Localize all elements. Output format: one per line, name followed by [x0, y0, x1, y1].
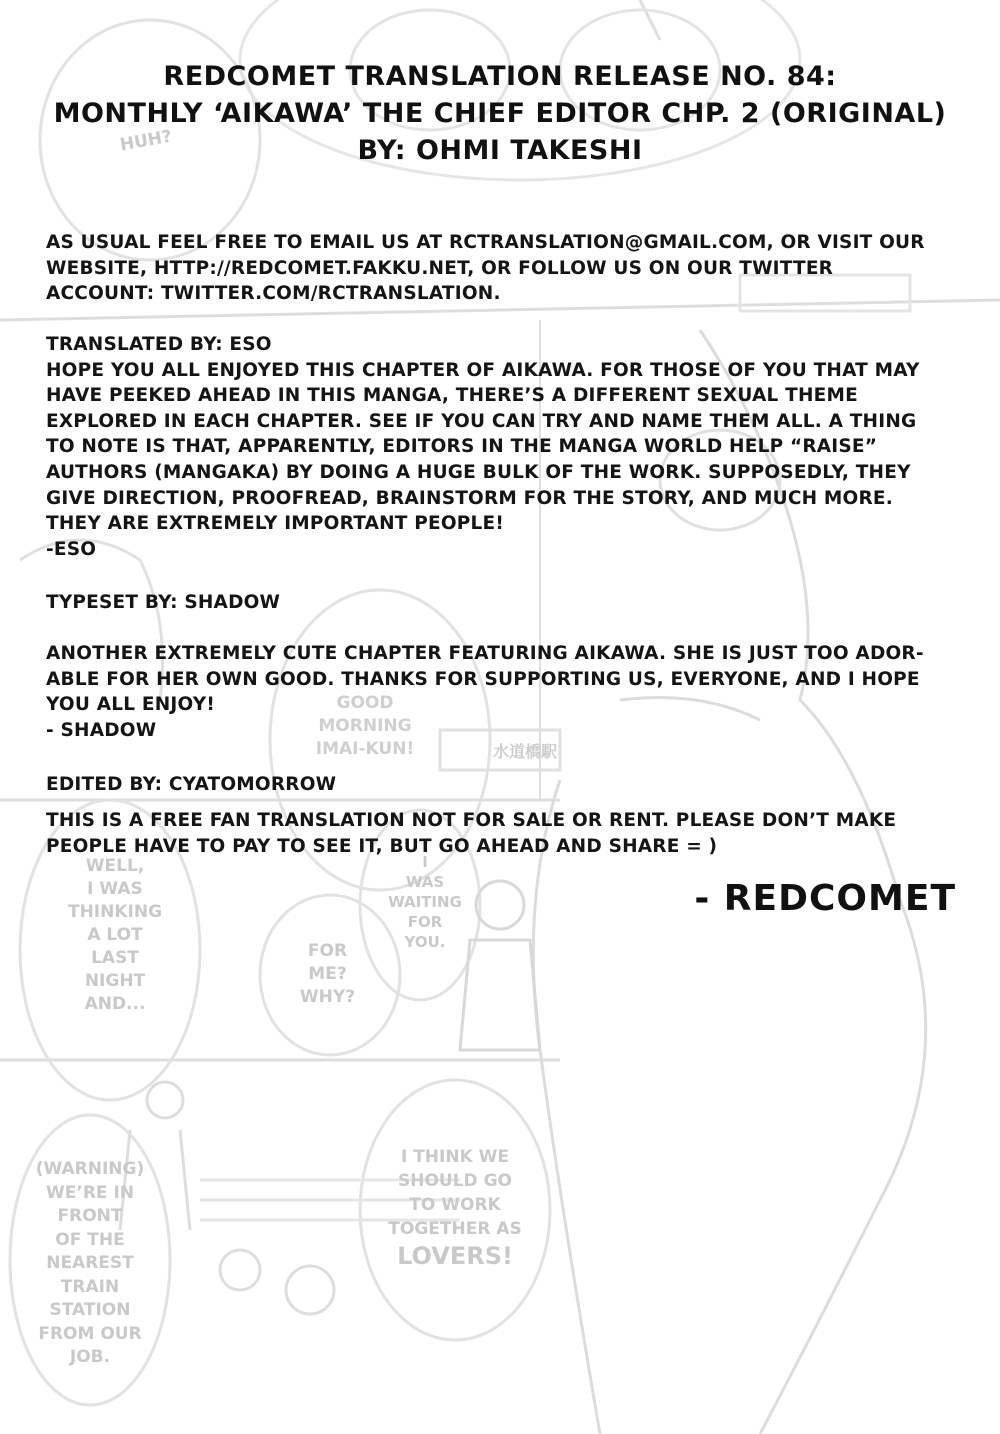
bubble-line: WE’RE IN — [46, 1182, 134, 1203]
typesetter-line: YOU ALL ENJOY! — [46, 694, 215, 716]
translator-line: AUTHORS (MANGAKA) BY DOING A HUGE BULK OF THE WORK. SUPPOSEDLY, THEY — [46, 461, 911, 483]
release-title — [0, 58, 1000, 169]
intro-line: AS USUAL FEEL FREE TO EMAIL US AT RCTRANSLATION@GMAIL.COM, OR VISIT OUR — [46, 232, 925, 253]
translator-line: HAVE PEEKED AHEAD IN THIS MANGA, THERE’S A DIFFERENT SEXUAL THEME — [46, 385, 858, 407]
bubble-line: WHY? — [299, 987, 356, 1007]
bubble-line: TRAIN — [60, 1276, 120, 1297]
translator-line: GIVE DIRECTION, PROOFREAD, BRAINSTORM FOR THE STORY, AND MUCH MORE. — [46, 487, 893, 509]
bubble-line: LOVERS! — [397, 1242, 513, 1270]
bubble-line: STATION — [49, 1300, 131, 1320]
bubble-line: A LOT — [87, 925, 143, 945]
title-line-2: MONTHLY ‘AIKAWA’ THE CHIEF EDITOR CHP. 2 (ORIGINAL) — [53, 98, 947, 129]
translator-line: HOPE YOU ALL ENJOYED THIS CHAPTER OF AIKAWA. FOR THOSE OF YOU THAT MAY — [46, 359, 920, 381]
bubble-line: IMAI-KUN! — [315, 739, 415, 759]
title-line-1: REDCOMET TRANSLATION RELEASE NO. 84: — [163, 61, 837, 92]
bubble-line: JOB. — [69, 1347, 111, 1367]
bubble-line: YOU. — [404, 933, 446, 951]
bubble-line: FRONT — [57, 1206, 123, 1226]
intro-paragraph — [46, 230, 956, 307]
bubble-line: I WAS — [87, 879, 143, 899]
typesetter-paragraph — [46, 641, 956, 743]
editor-heading: EDITED BY: CYATOMORROW — [46, 774, 337, 795]
title-line-3: BY: OHMI TAKESHI — [357, 135, 643, 166]
bubble-line: ME? — [308, 964, 347, 984]
bubble-line: I — [422, 853, 428, 871]
bubble-line: WAITING — [388, 893, 462, 911]
bubble-line: SHOULD GO — [398, 1171, 512, 1191]
typesetter-line: ABLE FOR HER OWN GOOD. THANKS FOR SUPPORTING US, EVERYONE, AND I HOPE — [46, 668, 920, 690]
bubble-line: NIGHT — [84, 971, 146, 991]
station-sign-text: 水道橋駅 — [492, 742, 557, 761]
intro-line: ACCOUNT: TWITTER.COM/RCTRANSLATION. — [46, 283, 501, 305]
typesetter-line: ANOTHER EXTREMELY CUTE CHAPTER FEATURING AIKAWA. SHE IS JUST TOO ADOR- — [46, 643, 924, 664]
bubble-line: NEAREST — [46, 1253, 134, 1273]
typesetter-section — [46, 590, 956, 616]
translator-line: THEY ARE EXTREMELY IMPORTANT PEOPLE! — [46, 513, 504, 535]
bubble-for-me — [285, 940, 370, 1009]
bubble-well — [60, 855, 170, 1016]
typesetter-heading: TYPESET BY: SHADOW — [46, 592, 281, 613]
bubble-lovers — [375, 1145, 535, 1271]
editor-section — [46, 772, 956, 798]
bubble-line: MORNING — [318, 716, 412, 736]
bubble-line: OF THE — [55, 1229, 125, 1250]
translator-line: -ESO — [46, 538, 97, 560]
intro-line: WEBSITE, HTTP://REDCOMET.FAKKU.NET, OR FOLLOW US ON OUR TWITTER — [46, 257, 834, 279]
bubble-line: FOR — [307, 941, 348, 961]
station-sign — [490, 740, 560, 763]
translator-heading: TRANSLATED BY: ESO — [46, 334, 272, 355]
bubble-line: THINKING — [67, 902, 163, 922]
bubble-waiting — [385, 852, 465, 952]
editor-paragraph — [46, 808, 956, 859]
bubble-line: WELL, — [85, 856, 145, 876]
translator-section — [46, 332, 956, 562]
bubble-line: I THINK WE — [400, 1147, 510, 1167]
bubble-line: AND... — [84, 994, 146, 1014]
bubble-line: FOR — [407, 913, 443, 931]
editor-line: PEOPLE HAVE TO PAY TO SEE IT, BUT GO AHEAD AND SHARE = ) — [46, 835, 718, 857]
bubble-line: TOGETHER AS — [388, 1219, 522, 1239]
translator-line: EXPLORED IN EACH CHAPTER. SEE IF YOU CAN TRY AND NAME THEM ALL. A THING — [46, 410, 917, 432]
bubble-line: (WARNING) — [35, 1159, 145, 1179]
bubble-line: FROM OUR — [38, 1323, 142, 1344]
bubble-warning — [30, 1158, 150, 1370]
typesetter-line: - SHADOW — [46, 719, 157, 741]
bubble-line: WAS — [405, 873, 445, 891]
bubble-huh-text: HUH? — [118, 126, 174, 156]
bubble-line: GOOD — [336, 693, 394, 713]
translator-line: TO NOTE IS THAT, APPARENTLY, EDITORS IN THE MANGA WORLD HELP “RAISE” — [46, 436, 878, 458]
bubble-line: TO WORK — [409, 1195, 501, 1215]
redcomet-signature: - REDCOMET — [694, 878, 956, 919]
editor-line: THIS IS A FREE FAN TRANSLATION NOT FOR SALE OR RENT. PLEASE DON’T MAKE — [46, 810, 897, 831]
bubble-line: LAST — [91, 948, 139, 968]
